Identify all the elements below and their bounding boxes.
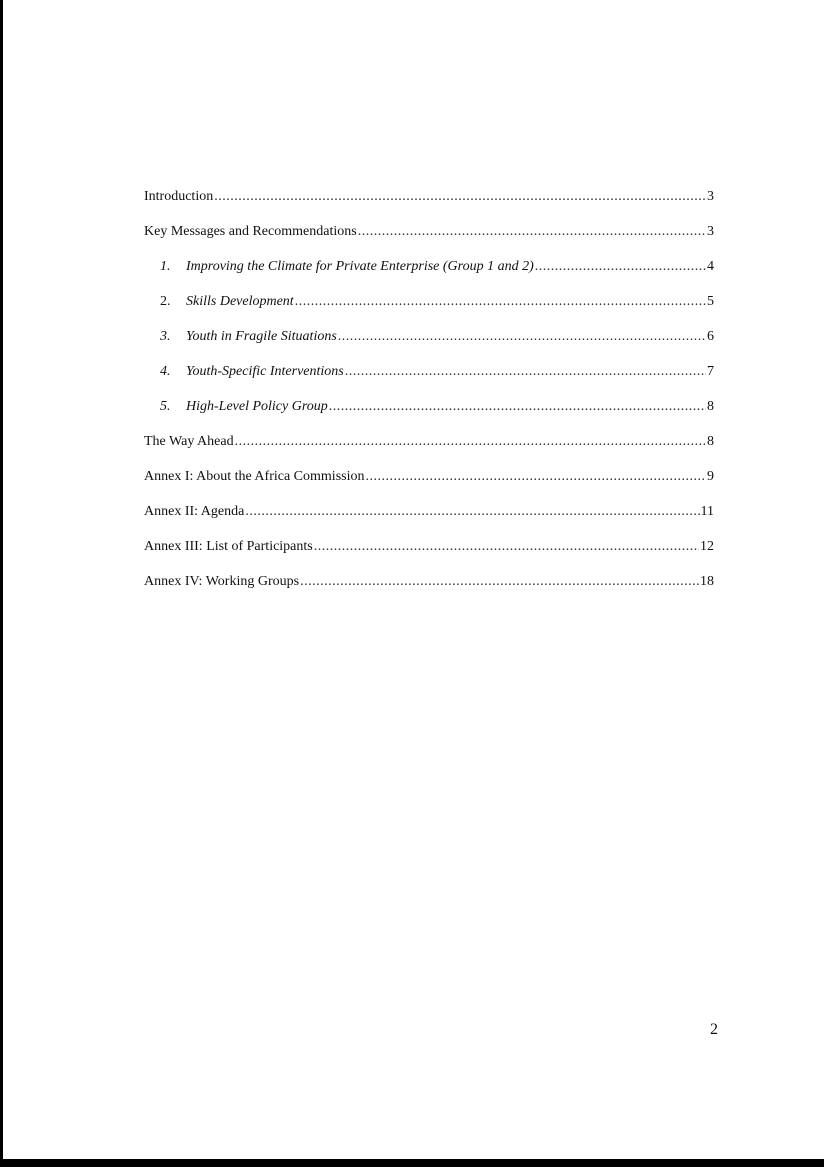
table-of-contents	[144, 187, 714, 607]
toc-entry-title: Youth-Specific Interventions	[186, 364, 344, 379]
page-number: 2	[710, 1021, 718, 1038]
toc-entry-number: 3.	[160, 329, 171, 344]
toc-entry-title: Youth in Fragile Situations	[186, 329, 337, 344]
toc-entry-key-messages[interactable]	[144, 222, 714, 257]
toc-entry-page: 9	[707, 469, 714, 484]
toc-entry-title: Annex II: Agenda	[144, 504, 245, 519]
toc-dot-leader	[365, 467, 706, 487]
toc-entry-page: 11	[700, 504, 714, 519]
toc-entry-page: 7	[707, 364, 714, 379]
toc-entry-number: 2.	[160, 294, 171, 309]
toc-dot-leader	[358, 222, 706, 242]
toc-subentry-skills-development[interactable]	[144, 292, 714, 327]
toc-subentry-youth-interventions[interactable]	[144, 362, 714, 397]
toc-dot-leader	[214, 187, 706, 207]
toc-entry-page: 12	[700, 539, 714, 554]
toc-dot-leader	[345, 362, 706, 382]
toc-dot-leader	[295, 292, 706, 312]
toc-entry-page: 4	[707, 259, 714, 274]
toc-entry-page: 3	[707, 189, 714, 204]
scan-border-bottom	[0, 1159, 824, 1167]
toc-entry-annex-2[interactable]	[144, 502, 714, 537]
toc-entry-number: 1.	[160, 259, 171, 274]
toc-entry-annex-1[interactable]	[144, 467, 714, 502]
toc-subentry-policy-group[interactable]	[144, 397, 714, 432]
toc-dot-leader	[329, 397, 706, 417]
toc-entry-number: 5.	[160, 399, 171, 414]
toc-entry-page: 18	[700, 574, 714, 589]
toc-entry-title: Annex IV: Working Groups	[144, 574, 300, 589]
toc-entry-title: Skills Development	[186, 294, 294, 309]
toc-dot-leader	[245, 502, 699, 522]
toc-dot-leader	[338, 327, 706, 347]
toc-entry-title: High-Level Policy Group	[186, 399, 328, 414]
toc-entry-introduction[interactable]	[144, 187, 714, 222]
toc-entry-page: 3	[707, 224, 714, 239]
toc-entry-title: Annex III: List of Participants	[144, 539, 313, 554]
toc-entry-page: 8	[707, 434, 714, 449]
toc-entry-title: Key Messages and Recommendations	[144, 224, 357, 239]
toc-entry-way-ahead[interactable]	[144, 432, 714, 467]
toc-entry-title: Improving the Climate for Private Enterprise (Group 1 and 2)	[186, 259, 534, 274]
toc-entry-page: 8	[707, 399, 714, 414]
toc-dot-leader	[235, 432, 706, 452]
toc-entry-page: 6	[707, 329, 714, 344]
scan-border-left	[0, 0, 3, 1167]
toc-entry-number: 4.	[160, 364, 171, 379]
toc-entry-page: 5	[707, 294, 714, 309]
toc-entry-title: Annex I: About the Africa Commission	[144, 469, 365, 484]
toc-dot-leader	[314, 537, 699, 557]
toc-entry-annex-3[interactable]	[144, 537, 714, 572]
toc-subentry-fragile-situations[interactable]	[144, 327, 714, 362]
toc-dot-leader	[300, 572, 699, 592]
toc-dot-leader	[535, 257, 706, 277]
toc-entry-title: The Way Ahead	[144, 434, 234, 449]
toc-subentry-private-enterprise[interactable]	[144, 257, 714, 292]
toc-entry-annex-4[interactable]	[144, 572, 714, 607]
toc-entry-title: Introduction	[144, 189, 214, 204]
